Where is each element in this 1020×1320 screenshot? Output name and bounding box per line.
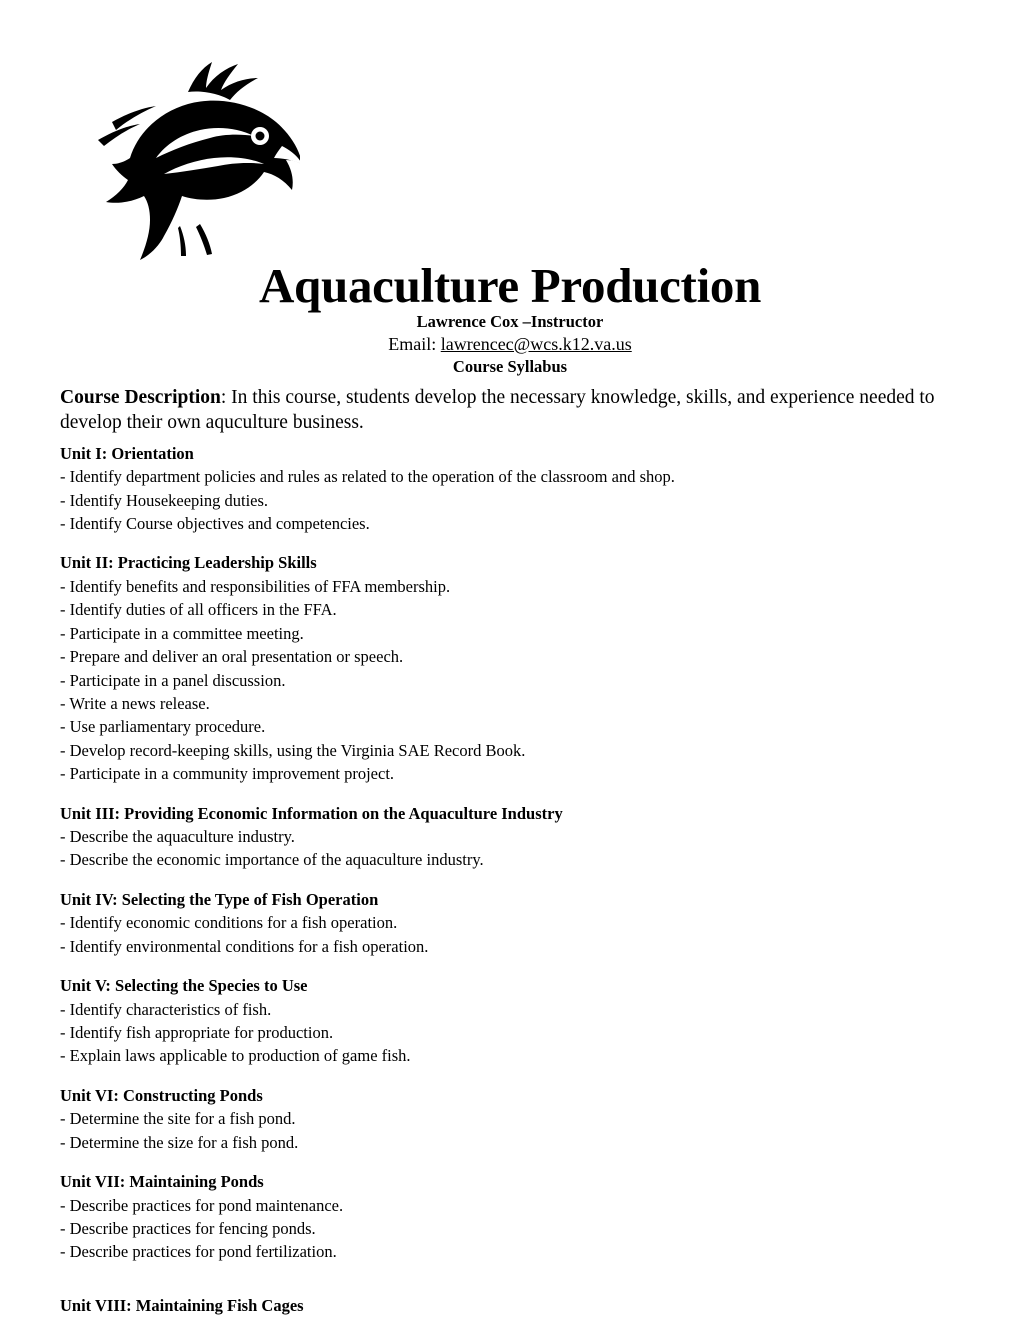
unit-item: - Identify Housekeeping duties. xyxy=(60,490,269,510)
unit-item: - Develop record-keeping skills, using the Virginia SAE Record Book. xyxy=(60,740,526,760)
spacer xyxy=(60,1154,960,1170)
unit-item: - Describe practices for pond maintenance. xyxy=(60,1195,344,1215)
unit-block xyxy=(60,551,960,785)
jumping-fish-logo-icon xyxy=(60,40,300,260)
unit-title: Unit III: Providing Economic Information on the Aquaculture Industry xyxy=(60,803,563,823)
course-description-label: Course Description xyxy=(60,387,221,409)
unit-title: Unit II: Practicing Leadership Skills xyxy=(60,553,317,573)
unit-title: Unit IV: Selecting the Type of Fish Operation xyxy=(60,889,379,909)
unit-item: - Determine the size for a fish pond. xyxy=(60,1132,299,1152)
syllabus-label: Course Syllabus xyxy=(452,356,568,376)
unit-title: Unit I: Orientation xyxy=(60,443,194,463)
unit-item: - Describe practices for fencing ponds. xyxy=(60,1218,316,1238)
spacer xyxy=(60,1068,960,1084)
unit-item: - Participate in a panel discussion. xyxy=(60,670,286,690)
unit-title: Unit VIII: Maintaining Fish Cages xyxy=(60,1295,304,1315)
email-line xyxy=(60,333,960,356)
unit-title: Unit V: Selecting the Species to Use xyxy=(60,976,308,996)
unit-item: - Describe the aquaculture industry. xyxy=(60,827,295,847)
unit-item: - Identify Course objectives and competencies. xyxy=(60,513,370,533)
unit-block xyxy=(60,802,960,872)
unit-block xyxy=(60,1084,960,1154)
document-body xyxy=(60,40,960,1317)
page-title: Aquaculture Production xyxy=(258,258,762,313)
unit-item: - Participate in a community improvement project. xyxy=(60,764,395,784)
unit-item: - Determine the site for a fish pond. xyxy=(60,1109,296,1129)
unit-block xyxy=(60,888,960,958)
spacer xyxy=(60,958,960,974)
instructor-line: Lawrence Cox –Instructor xyxy=(416,312,604,332)
unit-item: - Participate in a committee meeting. xyxy=(60,623,304,643)
unit-item: - Explain laws applicable to production of game fish. xyxy=(60,1046,411,1066)
unit-block xyxy=(60,442,960,536)
unit-item: - Identify duties of all officers in the FFA. xyxy=(60,600,337,620)
spacer xyxy=(60,1264,960,1294)
unit-title: Unit VII: Maintaining Ponds xyxy=(60,1172,264,1192)
unit-item: - Identify fish appropriate for production. xyxy=(60,1022,334,1042)
spacer xyxy=(60,872,960,888)
unit-title: Unit VI: Constructing Ponds xyxy=(60,1085,263,1105)
course-description xyxy=(60,385,960,436)
unit-item: - Describe the economic importance of the aquaculture industry. xyxy=(60,850,484,870)
email-label: Email: xyxy=(388,333,441,354)
unit-block xyxy=(60,1170,960,1264)
course-description-text: : In this course, students develop the necessary knowledge, skills, and experience needed to develop their own aquculture business. xyxy=(60,387,935,434)
spacer xyxy=(60,535,960,551)
units-list xyxy=(60,442,960,1318)
unit-item: - Write a news release. xyxy=(60,693,210,713)
unit-item: - Identify benefits and responsibilities of FFA membership. xyxy=(60,576,451,596)
email-link[interactable]: lawrencec@wcs.k12.va.us xyxy=(440,333,632,354)
unit-item: - Use parliamentary procedure. xyxy=(60,717,266,737)
spacer xyxy=(60,786,960,802)
unit-block xyxy=(60,1294,960,1317)
unit-item: - Prepare and deliver an oral presentation or speech. xyxy=(60,647,404,667)
unit-item: - Identify characteristics of fish. xyxy=(60,999,272,1019)
unit-item: - Identify department policies and rules as related to the operation of the classroom and shop. xyxy=(60,467,675,487)
unit-item: - Describe practices for pond fertilization. xyxy=(60,1242,337,1262)
unit-item: - Identify environmental conditions for a fish operation. xyxy=(60,936,429,956)
unit-item: - Identify economic conditions for a fish operation. xyxy=(60,913,398,933)
unit-block xyxy=(60,974,960,1068)
